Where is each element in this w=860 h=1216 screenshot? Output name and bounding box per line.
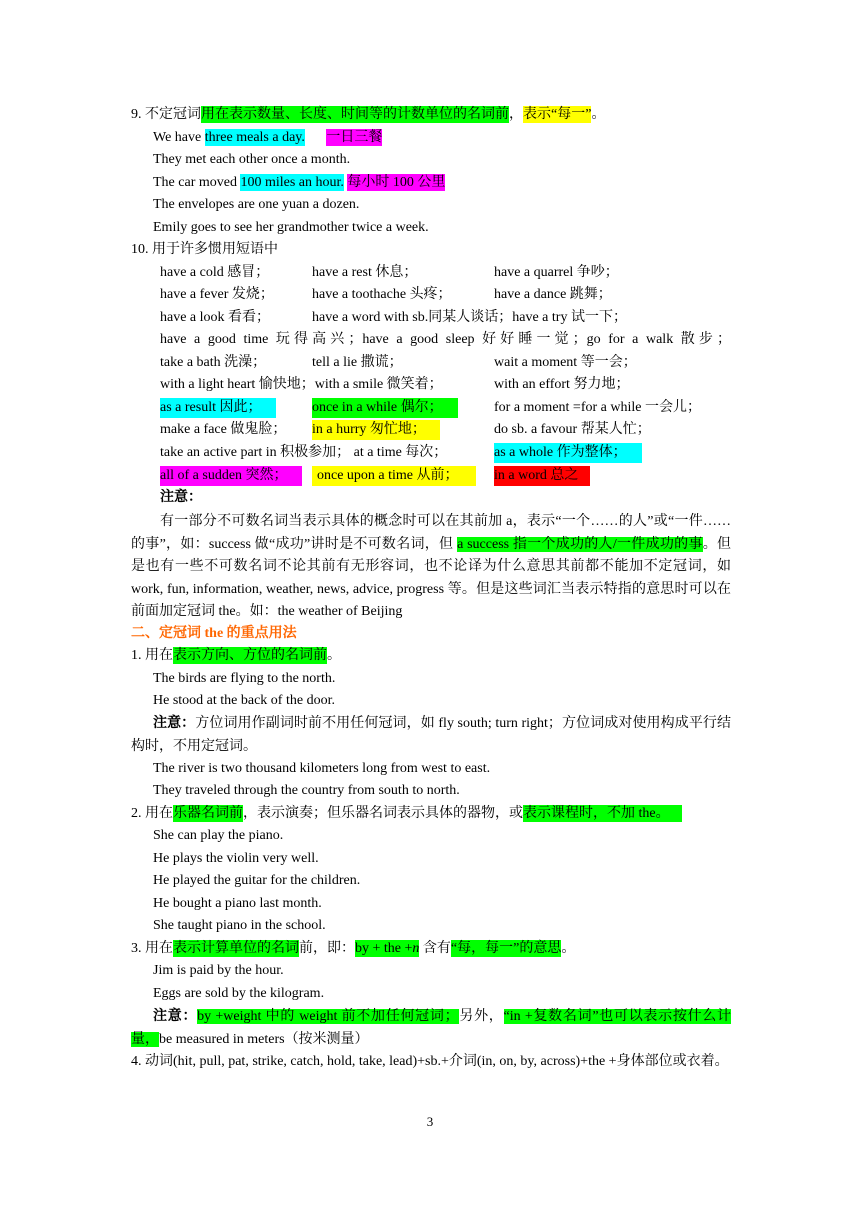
phrase: have a toothache 头疼； (312, 287, 452, 302)
text: 另外， (458, 1009, 504, 1024)
example-line: Eggs are sold by the kilogram. (153, 986, 325, 1001)
text: 。 (561, 941, 576, 956)
highlight-magenta: 每小时 100 公里 (347, 175, 446, 190)
note-label: 注意： (153, 716, 196, 731)
item-3-heading (131, 939, 575, 959)
highlight-green: a success 指一个成功的人/一件成功的事 (457, 536, 703, 552)
text: 1. 用在 (131, 648, 173, 663)
example-line: They met each other once a month. (153, 152, 351, 167)
phrase: take a bath 洗澡； (160, 355, 267, 370)
phrase-highlight-yellow: once upon a time 从前； (312, 466, 476, 486)
phrase: with a light heart 愉快地；with a smile 微笑着； (160, 377, 443, 392)
note-label: 注意： (160, 490, 202, 505)
highlight-green: 表示方向、方位的名词前 (173, 648, 327, 663)
item-2-heading (131, 804, 682, 824)
highlight-green: 用在表示数量、长度、时间等的计数单位的名词前 (201, 107, 509, 122)
text: 前，即： (299, 941, 355, 956)
phrase: have a cold 感冒； (160, 265, 270, 280)
phrase: tell a lie 撒谎； (312, 355, 403, 370)
text: ， (509, 107, 523, 122)
text: 。 (591, 107, 606, 122)
text: 2. 用在 (131, 806, 173, 821)
example-line: The river is two thousand kilometers long from west to east. (153, 761, 491, 776)
phrase-highlight-green: once in a while 偶尔； (312, 398, 458, 418)
phrase: for a moment =for a while 一会儿； (494, 400, 701, 415)
example-line: He bought a piano last month. (153, 896, 322, 911)
text: 有一部分不可数名词当表示具体的概念时可以在其前加 a，表示“一个……的人”或“一件……的事”，如：success 做“成功”讲时是不可数名词，但 (131, 514, 731, 552)
example-line: He stood at the back of the door. (153, 693, 335, 708)
text: 。但是也有一些不可数名词不论其前有无形容词，也不论译为什么意思其前都不能加不定冠词，如 work, fun, information, weather, news, advice, progress 等。但是这些词汇当表示特指的意思时可以在前面加定冠词 the。如：the weather of Beijing (131, 536, 732, 619)
item-1-heading (131, 646, 341, 666)
text: The car moved (153, 175, 241, 190)
phrase: have a word with sb.同某人谈话；have a try 试一下； (312, 310, 627, 325)
phrase: have a quarrel 争吵； (494, 265, 619, 280)
phrase: wait a moment 等一会； (494, 355, 637, 370)
phrase: have a dance 跳舞； (494, 287, 612, 302)
section-10-heading: 10. 用于许多惯用短语中 (131, 242, 278, 257)
phrase: take an active part in 积极参加； at a time 每次； (160, 445, 448, 460)
highlight-green: 表示课程时，不加 the。 (523, 805, 682, 822)
highlight-green: by +weight 中的 weight 前不加任何冠词； (197, 1009, 459, 1024)
example-line: Jim is paid by the hour. (153, 963, 284, 978)
example-line: He played the guitar for the children. (153, 873, 361, 888)
phrase-highlight-red: in a word 总之 (494, 466, 590, 486)
highlight-cyan: 100 miles an hour. (240, 175, 344, 190)
text: n (412, 941, 420, 956)
phrase-highlight-yellow: in a hurry 匆忙地； (312, 420, 440, 440)
example-line: He plays the violin very well. (153, 851, 319, 866)
highlight-green: 表示计算单位的名词 (173, 941, 299, 956)
example-line: The envelopes are one yuan a dozen. (153, 197, 360, 212)
text: 含有 (419, 941, 451, 956)
text: be measured in meters（按米测量） (159, 1031, 369, 1047)
section-title: 二、定冠词 the 的重点用法 (131, 626, 297, 641)
phrase-highlight-magenta: all of a sudden 突然； (160, 466, 302, 486)
text: ，表示演奏；但乐器名词表示具体的器物，或 (243, 806, 523, 821)
highlight-magenta: 一日三餐 (326, 130, 383, 145)
phrase: with an effort 努力地； (494, 377, 630, 392)
note-paragraph (131, 1006, 731, 1051)
phrase: have a rest 休息； (312, 265, 418, 280)
heading-text: 9. (131, 107, 142, 122)
note-paragraph (131, 713, 731, 758)
highlight-cyan: three meals a day. (204, 130, 305, 145)
highlight-green: “in +复数名词”也可以表示按什么计量， (131, 1009, 732, 1047)
text: 方位词用作副词时前不用任何冠词，如 fly south; turn right；方位词成对使用构成平行结构时，不用定冠词。 (131, 716, 732, 754)
section-9-heading (131, 105, 605, 125)
phrase-highlight-cyan: as a whole 作为整体； (494, 443, 642, 463)
phrase: make a face 做鬼脸； (160, 422, 287, 437)
text: 3. 用在 (131, 941, 173, 956)
highlight-green: 乐器名词前 (173, 806, 243, 821)
example-line: The birds are flying to the north. (153, 671, 336, 686)
heading-text: 不定冠词 (145, 107, 201, 122)
item-4-paragraph: 4. 动词(hit, pull, pat, strike, catch, hold, take, lead)+sb.+介词(in, on, by, across)+the +身体部位或衣着。 (131, 1054, 729, 1069)
text: 。 (327, 648, 341, 663)
text: We have (153, 130, 205, 145)
highlight-green (355, 940, 419, 957)
highlight-yellow: 表示“每一” (523, 107, 592, 122)
phrase-highlight-cyan: as a result 因此； (160, 398, 276, 418)
note-label: 注意： (153, 1009, 198, 1024)
text: by + the + (355, 941, 413, 956)
page-number: 3 (426, 1114, 434, 1129)
highlight-green: “每，每一”的意思 (450, 941, 562, 956)
example-line (153, 128, 382, 148)
note-paragraph (131, 511, 731, 624)
example-line: She can play the piano. (153, 828, 284, 843)
phrase: have a look 看看； (160, 310, 271, 325)
example-line: They traveled through the country from south to north. (153, 783, 460, 798)
example-line: Emily goes to see her grandmother twice a week. (153, 220, 429, 235)
example-line (153, 173, 445, 193)
example-line: She taught piano in the school. (153, 918, 326, 933)
phrase: have a good time 玩得高兴；have a good sleep 好好睡一觉；go for a walk 散步； (160, 332, 731, 347)
phrase: have a fever 发烧； (160, 287, 274, 302)
phrase: do sb. a favour 帮某人忙； (494, 422, 651, 437)
